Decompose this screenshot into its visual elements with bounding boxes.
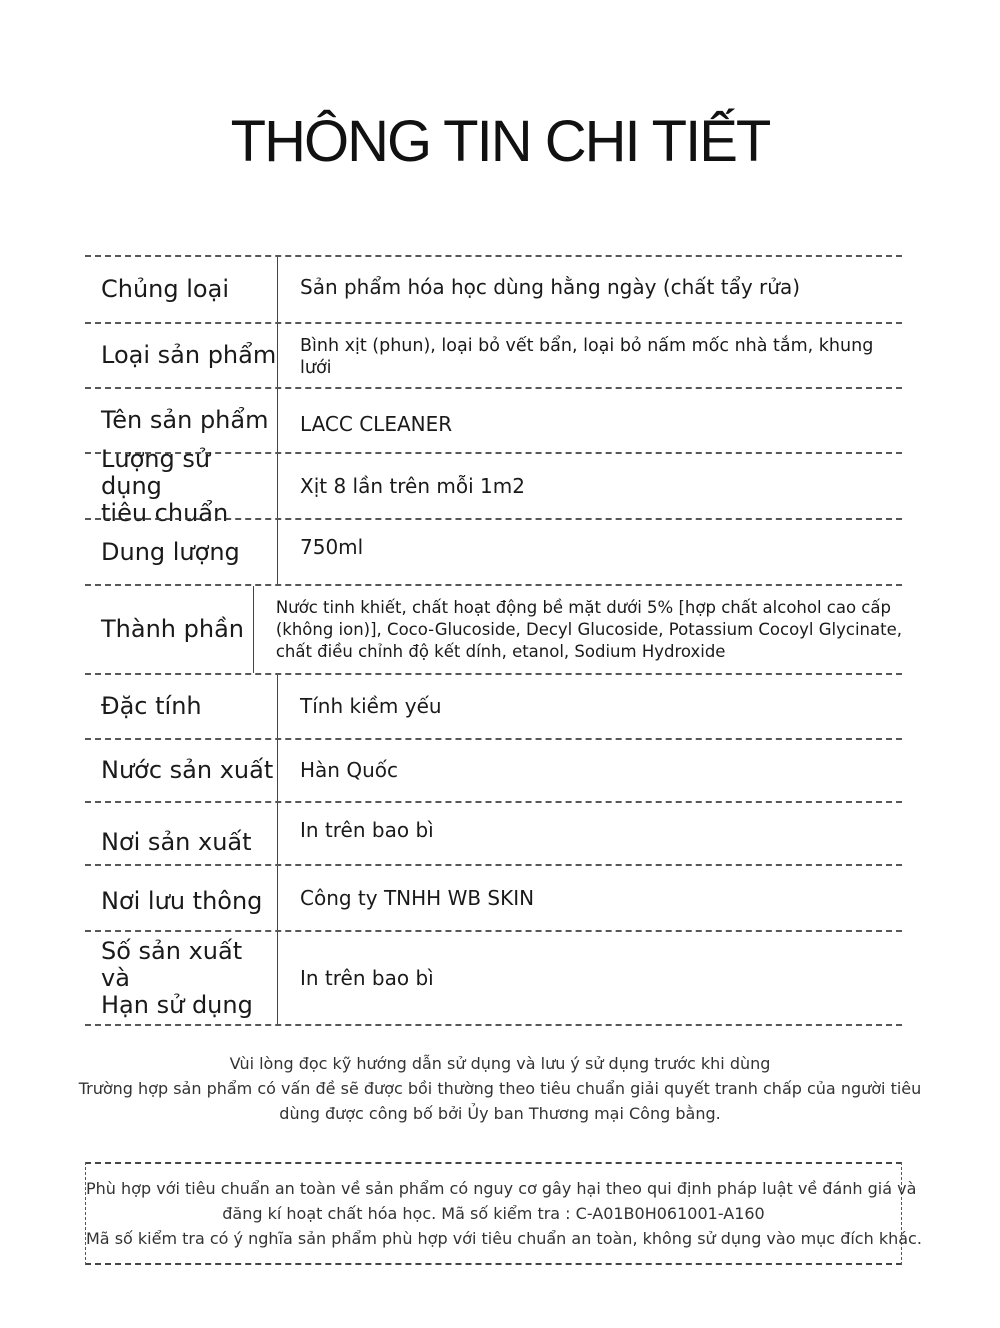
row-value-noi-luu-thong: Công ty TNHH WB SKIN xyxy=(300,885,535,910)
safety-line: Mã số kiểm tra có ý nghĩa sản phẩm phù hợp với tiêu chuẩn an toàn, không sử dụng vào mục đích khác. xyxy=(86,1229,922,1248)
table-row xyxy=(85,389,902,452)
row-value-noi-san-xuat: In trên bao bì xyxy=(300,818,434,842)
row-value-line: chất điều chỉnh độ kết dính, etanol, Sodium Hydroxide xyxy=(275,641,726,661)
note-line: dùng được công bố bởi Ủy ban Thương mại Công bằng. xyxy=(279,1104,721,1123)
table-row xyxy=(85,257,902,322)
row-value-nuoc-san-xuat: Hàn Quốc xyxy=(300,758,398,782)
row-value-dac-tinh: Tính kiềm yếu xyxy=(300,694,442,718)
table-row xyxy=(85,866,902,930)
row-value-chung-loai: Sản phẩm hóa học dùng hằng ngày (chất tẩy rửa) xyxy=(300,275,800,299)
row-label-luong-su-dung xyxy=(85,444,278,527)
safety-line: Phù hợp với tiêu chuẩn an toàn về sản phẩm có nguy cơ gây hại theo qui định pháp luật về đánh giá và xyxy=(86,1179,917,1198)
row-value-line: (không ion)], Coco-Glucoside, Decyl Glucoside, Potassium Cocoyl Glycinate, xyxy=(275,619,902,639)
row-value-line: Nước tinh khiết, chất hoạt động bề mặt dưới 5% [hợp chất alcohol cao cấp xyxy=(275,597,891,617)
row-label-chung-loai: Chủng loại xyxy=(85,257,278,322)
row-value-luong-su-dung: Xịt 8 lần trên mỗi 1m2 xyxy=(300,473,525,498)
row-label-so-san-xuat xyxy=(85,932,278,1024)
table-row xyxy=(85,740,902,801)
table-row xyxy=(85,520,902,584)
table-divider xyxy=(85,1024,902,1026)
row-value-so-san-xuat: In trên bao bì xyxy=(300,965,434,990)
row-label-loai-san-pham: Loại sản phẩm xyxy=(85,324,278,387)
row-label-line: Lượng sử dụng xyxy=(101,444,211,500)
table-row xyxy=(85,444,902,527)
note-line: Vùi lòng đọc kỹ hướng dẫn sử dụng và lưu ý sử dụng trước khi dùng xyxy=(229,1054,771,1073)
row-label-thanh-phan: Thành phần xyxy=(85,586,254,673)
spec-table xyxy=(85,255,902,1026)
row-value-ten-san-pham: LACC CLEANER xyxy=(300,412,453,436)
row-label-nuoc-san-xuat: Nước sản xuất xyxy=(85,740,278,801)
row-value-thanh-phan xyxy=(254,586,902,673)
row-label-dac-tinh: Đặc tính xyxy=(85,675,278,738)
row-label-line: Hạn sử dụng xyxy=(101,990,253,1019)
row-label-ten-san-pham: Tên sản phẩm xyxy=(85,389,278,452)
table-row xyxy=(85,803,902,864)
row-value-loai-san-pham: Bình xịt (phun), loại bỏ vết bẩn, loại bỏ nấm mốc nhà tắm, khung lưới xyxy=(300,335,874,378)
note-line: Trường hợp sản phẩm có vấn đề sẽ được bồi thường theo tiêu chuẩn giải quyết tranh chấp của người tiêu xyxy=(78,1079,922,1098)
row-label-noi-san-xuat: Nơi sản xuất xyxy=(85,803,278,864)
row-label-line: tiêu chuẩn xyxy=(101,498,229,527)
table-row xyxy=(85,586,902,673)
row-label-dung-luong: Dung lượng xyxy=(85,520,278,584)
row-value-dung-luong: 750ml xyxy=(300,535,364,559)
safety-line: đăng kí hoạt chất hóa học. Mã số kiểm tra : C-A01B0H061001-A160 xyxy=(222,1204,765,1223)
safety-certification-box xyxy=(85,1162,922,1265)
table-row xyxy=(85,324,902,387)
row-label-noi-luu-thong: Nơi lưu thông xyxy=(85,866,278,930)
page-title: THÔNG TIN CHI TIẾT xyxy=(230,109,770,174)
table-row xyxy=(85,932,902,1024)
usage-notes xyxy=(60,1051,940,1126)
row-label-line: Số sản xuất và xyxy=(101,936,243,992)
table-row xyxy=(85,675,902,738)
